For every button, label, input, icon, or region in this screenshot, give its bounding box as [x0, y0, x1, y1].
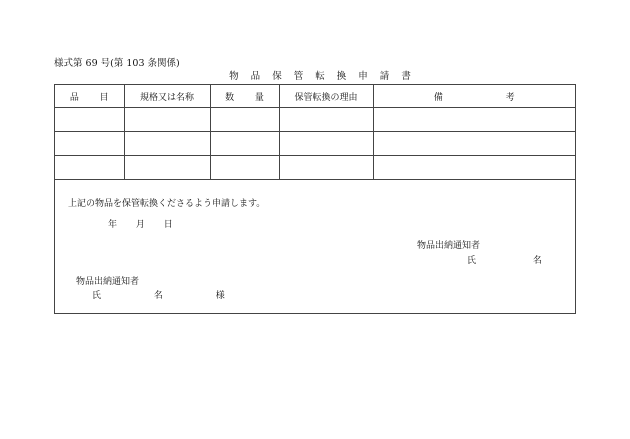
table-cell[interactable]: [373, 108, 575, 132]
recipient-name-line: 氏 名 様: [92, 291, 225, 301]
table-cell[interactable]: [124, 132, 210, 156]
form-number: 様式第 69 号(第 103 条関係): [54, 58, 180, 69]
table-cell[interactable]: [373, 156, 575, 180]
header-remarks: 備 考: [373, 85, 575, 108]
header-transfer-reason: 保管転換の理由: [279, 85, 373, 108]
table-cell[interactable]: [279, 156, 373, 180]
table-row: [55, 132, 575, 156]
table-row: [55, 156, 575, 180]
table-header-row: [55, 85, 575, 108]
request-statement: 上記の物品を保管転換くださるよう申請します。: [68, 199, 266, 209]
table-cell[interactable]: [279, 108, 373, 132]
form-title: 物 品 保 管 転 換 申 請 書: [229, 71, 411, 82]
header-item: 品 目: [55, 85, 124, 108]
applicant-title: 物品出納通知者: [417, 241, 481, 251]
table-cell[interactable]: [210, 108, 279, 132]
recipient-title: 物品出納通知者: [76, 277, 140, 287]
items-table: [55, 85, 575, 180]
table-cell[interactable]: [279, 132, 373, 156]
header-quantity: 数 量: [210, 85, 279, 108]
applicant-name-line: 氏 名: [467, 256, 542, 266]
table-cell[interactable]: [55, 156, 124, 180]
table-row: [55, 108, 575, 132]
table-cell[interactable]: [373, 132, 575, 156]
application-form-frame: [54, 84, 576, 314]
date-line: 年 月 日: [108, 220, 173, 230]
table-cell[interactable]: [55, 132, 124, 156]
table-cell[interactable]: [210, 156, 279, 180]
table-cell[interactable]: [210, 132, 279, 156]
table-cell[interactable]: [55, 108, 124, 132]
header-spec-or-name: 規格又は名称: [124, 85, 210, 108]
table-cell[interactable]: [124, 156, 210, 180]
table-cell[interactable]: [124, 108, 210, 132]
